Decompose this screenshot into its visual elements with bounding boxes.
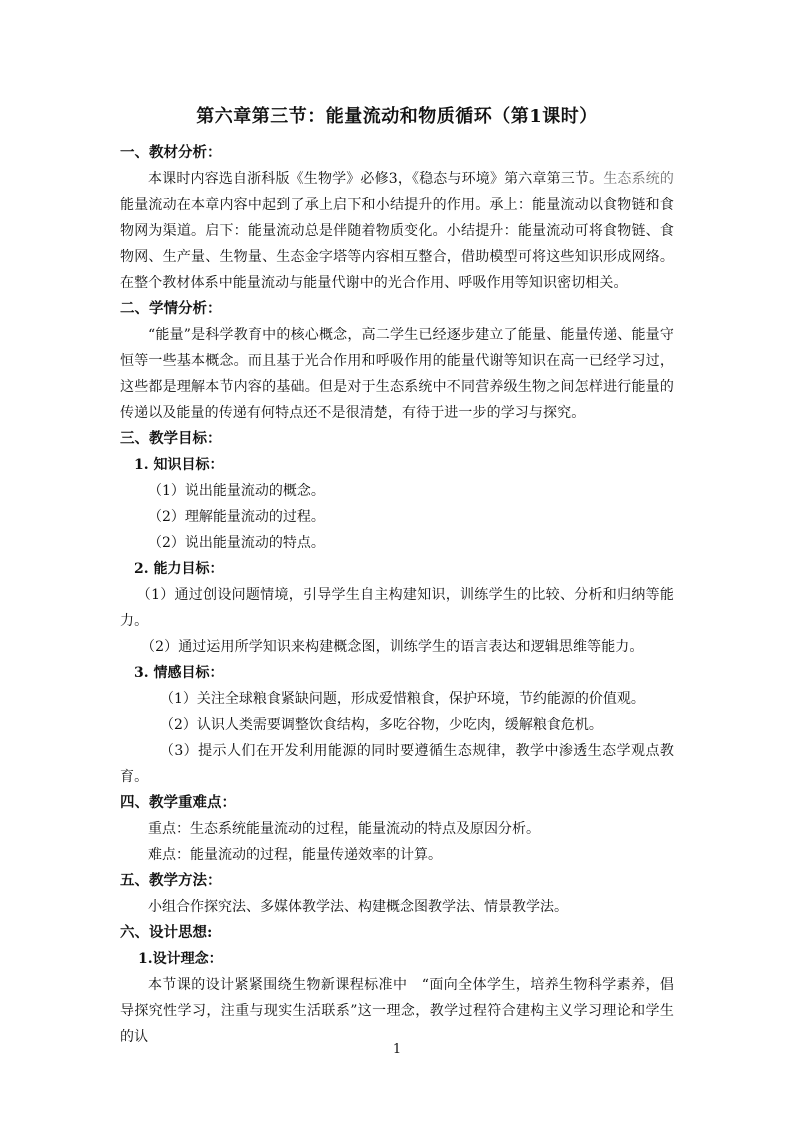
learner-analysis-paragraph: “能量”是科学教育中的核心概念，高二学生已经逐步建立了能量、能量传递、能量守恒等一些基本概念。而且基于光合作用和呼吸作用的能量代谢等知识在高一已经学习过，这些都是理解本节内容的基础。但是对于生态系统中不同营养级生物之间怎样进行能量的传递以及能量的传递有何特点还不是很清楚，有待于进一步的学习与探究。 bbox=[120, 327, 674, 421]
page-number: 1 bbox=[392, 1042, 402, 1057]
emotion-objectives-heading: 3. 情感目标： bbox=[134, 665, 224, 681]
textbook-analysis-text-main: 本课时内容选自浙科版《生物学》必修3，《稳态与环境》第六章第三节。 bbox=[148, 171, 604, 187]
section-heading-textbook-analysis: 一、教材分析： bbox=[120, 144, 222, 161]
document-title: 第六章第三节：能量流动和物质循环（第1课时） bbox=[196, 106, 598, 127]
emotion-paragraph-3: （3）提示人们在开发利用能源的同时要遵循生态规律，教学中渗透生态学观点教育。 bbox=[120, 743, 674, 785]
design-concept-heading: 1.设计理念： bbox=[138, 951, 223, 967]
textbook-analysis-paragraph bbox=[120, 166, 674, 296]
knowledge-objectives-heading: 1. 知识目标： bbox=[134, 457, 224, 473]
textbook-analysis-text-rest: 能量流动在本章内容中起到了承上启下和小结提升的作用。承上：能量流动以食物链和食物网为渠道。启下：能量流动总是伴随着物质变化。小结提升：能量流动可将食物链、食物网、生产量、生物量、生态金字塔等内容相互整合，借助模型可将这些知识形成网络。在整个教材体系中能量流动与能量代谢中的光合作用、呼吸作用等知识密切相关。 bbox=[120, 197, 674, 291]
knowledge-item: （2）理解能量流动的过程。 bbox=[148, 509, 325, 525]
difficult-point-text: 难点：能量流动的过程，能量传递效率的计算。 bbox=[148, 847, 442, 863]
section-heading-learner-analysis: 二、学情分析： bbox=[120, 300, 222, 317]
emotion-item: （1）关注全球粮食紧缺问题，形成爱惜粮食，保护环境，节约能源的价值观。 bbox=[160, 691, 645, 707]
textbook-analysis-text-gray: 生态系统的 bbox=[603, 171, 674, 187]
key-point-text: 重点：生态系统能量流动的过程，能量流动的特点及原因分析。 bbox=[148, 821, 540, 837]
emotion-item: （2）认识人类需要调整饮食结构，多吃谷物，少吃肉，缓解粮食危机。 bbox=[160, 717, 603, 733]
section-heading-teaching-methods: 五、教学方法： bbox=[120, 872, 222, 889]
design-concept-paragraph: 本节课的设计紧紧围绕生物新课程标准中 “面向全体学生，培养生物科学素养，倡导探究性学习，注重与现实生活联系”这一理念，教学过程符合建构主义学习理论和学生的认 bbox=[120, 977, 674, 1045]
section-heading-teaching-objectives: 三、教学目标： bbox=[120, 430, 222, 447]
knowledge-item: （2）说出能量流动的特点。 bbox=[148, 535, 325, 551]
section-heading-key-difficult: 四、教学重难点： bbox=[120, 794, 236, 811]
ability-paragraph-2: （2）通过运用所学知识来构建概念图，训练学生的语言表达和逻辑思维等能力。 bbox=[141, 639, 644, 655]
ability-paragraph-1: （1）通过创设问题情境，引导学生自主构建知识，训练学生的比较、分析和归纳等能力。 bbox=[120, 587, 674, 629]
ability-objectives-heading: 2. 能力目标： bbox=[134, 561, 224, 577]
teaching-methods-text: 小组合作探究法、多媒体教学法、构建概念图教学法、情景教学法。 bbox=[148, 899, 568, 915]
section-heading-design-thinking: 六、设计思想: bbox=[120, 924, 213, 941]
knowledge-item: （1）说出能量流动的概念。 bbox=[148, 483, 325, 499]
